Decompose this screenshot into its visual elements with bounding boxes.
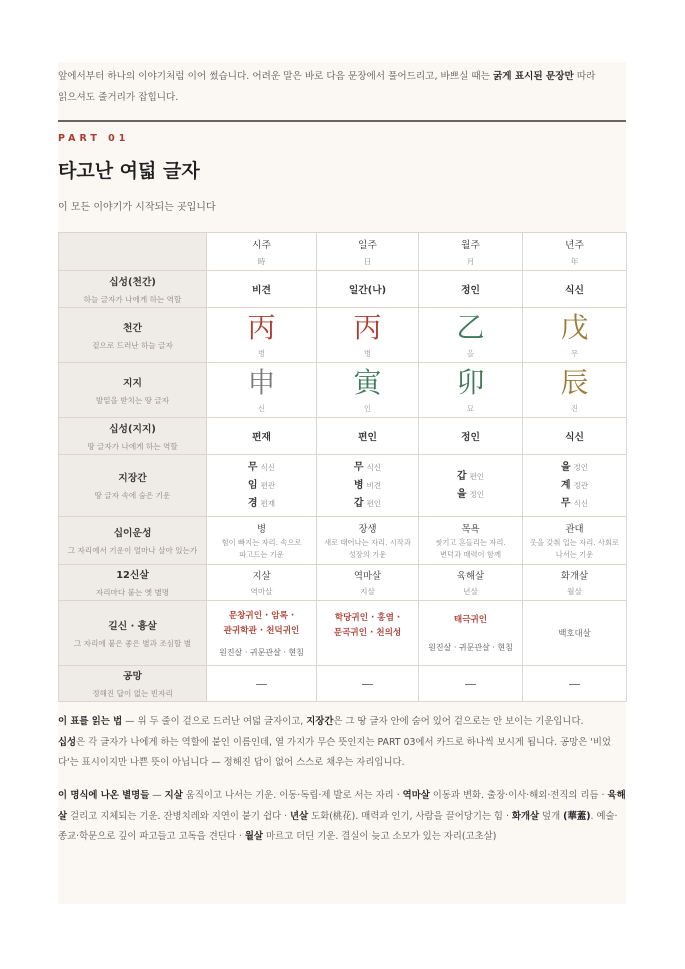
caution-stars: 백호대살	[558, 628, 591, 638]
header-corner	[59, 233, 207, 271]
branch-char: 卯	[456, 365, 485, 399]
col-header-nyeon: 년주 年	[523, 233, 627, 271]
stem-char: 丙	[353, 310, 382, 344]
hidden-stems-cell: 무 식신 임 편관 경 편재	[207, 455, 317, 517]
intro-line1-end: 따라	[573, 71, 596, 82]
cell-value: 식신	[523, 271, 627, 308]
hidden-stems-cell: 무 식신 병 비견 갑 편인	[317, 455, 419, 517]
section-subtitle: 이 모든 이야기가 시작되는 곳입니다	[58, 202, 216, 213]
section-title: 타고난 여덟 글자	[58, 160, 200, 182]
row-sipsung-ji	[59, 418, 627, 455]
branch-char: 寅	[353, 365, 382, 399]
stem-reading: 병	[257, 348, 266, 358]
caution-stars: 원진살 · 귀문관살 · 현침	[428, 643, 513, 652]
empty-value: —	[207, 666, 317, 702]
table-explanation: 이 표를 읽는 법 — 위 두 줄이 겉으로 드러난 여덟 글자이고, 지장간은 그 땅 글자 안에 숨어 있어 겉으로는 안 보이는 기운입니다. 십성은 각 글자가 나에게 하는 역할에 붙인 이름인데, 열 가지가 무슨 뜻인지는 PART 03에서 카드로 하나씩 보시게 됩니다. 공망은 '비었다'는 표시이지만 나쁜 뜻이 아닙니다 — 정해진 답이 없어 스스로 채우는 자리입니다.	[58, 716, 611, 768]
row-label: 십성(지지) 땅 글자가 나에게 하는 역할	[59, 418, 207, 455]
stem-cell	[419, 308, 523, 363]
branch-char: 申	[247, 365, 276, 399]
stem-cell	[317, 308, 419, 363]
row-label: 천간 겉으로 드러난 하늘 글자	[59, 308, 207, 363]
gilsin-cell	[523, 601, 627, 666]
cell-value: 일간(나)	[317, 271, 419, 308]
hidden-stems-cell: 갑 편인 을 정인	[419, 455, 523, 517]
branch-reading: 인	[363, 403, 372, 413]
good-stars: 문곡귀인 · 천의성	[333, 628, 402, 638]
row-label: 지장간 땅 글자 속에 숨은 기운	[59, 455, 207, 517]
col-header-si: 시주 時	[207, 233, 317, 271]
cell-value: 편인	[317, 418, 419, 455]
stem-char: 乙	[456, 310, 485, 344]
unsung-cell: 병 힘이 빠지는 자리. 속으로 파고드는 기운	[207, 517, 317, 565]
stem-reading: 을	[466, 348, 475, 358]
branch-cell	[317, 363, 419, 418]
row-label: 공망 정해진 답이 없는 빈자리	[59, 666, 207, 702]
sinsal-cell: 육해살 년살	[419, 565, 523, 601]
col-header-wol: 월주 月	[419, 233, 523, 271]
gilsin-cell	[317, 601, 419, 666]
branch-reading: 진	[570, 403, 579, 413]
intro-line2: 읽으셔도 줄거리가 잡힙니다.	[58, 92, 179, 103]
hidden-stems-cell: 을 정인 계 정관 무 식신	[523, 455, 627, 517]
gilsin-cell	[207, 601, 317, 666]
row-jiji	[59, 363, 627, 418]
branch-cell	[419, 363, 523, 418]
sinsal-explanation: 이 명식에 나온 별명들 — 지살 움직이고 나서는 기운. 이동·독립·제 발로 서는 자리 · 역마살 이동과 변화. 출장·이사·해외·전직의 리듬 · 육해살 걸리고 지체되는 기운. 잔병치레와 지연이 붙기 쉽다 · 년살 도화(桃花). 매력과 인기, 사람을 끌어당기는 힘 · 화개살 덮개 (華蓋). 예술·종교·학문으로 깊이 파고들고 고독을 견딘다 · 월살 마르고 더딘 기운. 결실이 늦고 소모가 있는 자리(고초살)	[58, 790, 626, 842]
row-cheongan	[59, 308, 627, 363]
row-gilsin	[59, 601, 627, 666]
row-jijanggan	[59, 455, 627, 517]
row-sinsal	[59, 565, 627, 601]
intro-line1: 앞에서부터 하나의 이야기처럼 이어 썼습니다. 어려운 말은 바로 다음 문장에서 풀어드리고, 바쁘실 때는	[58, 71, 493, 82]
stem-reading: 병	[363, 348, 372, 358]
row-label: 십성(천간) 하늘 글자가 나에게 하는 역할	[59, 271, 207, 308]
cell-value: 정인	[419, 418, 523, 455]
stem-cell	[207, 308, 317, 363]
caution-stars: 원진살 · 귀문관살 · 현침	[219, 647, 304, 657]
branch-cell	[207, 363, 317, 418]
empty-value: —	[317, 666, 419, 702]
stem-char: 戊	[560, 310, 589, 344]
col-header-il: 일주 日	[317, 233, 419, 271]
row-label: 십이운성 그 자리에서 기운이 얼마나 살아 있는가	[59, 517, 207, 565]
cell-value: 식신	[523, 418, 627, 455]
unsung-cell: 관대 옷을 갖춰 입는 자리. 사회로 나서는 기운	[523, 517, 627, 565]
section-divider	[58, 120, 626, 122]
empty-value: —	[419, 666, 523, 702]
intro-text	[58, 66, 626, 108]
gilsin-cell	[419, 601, 523, 666]
good-stars: 학당귀인 · 홍염 ·	[334, 613, 401, 623]
cell-value: 정인	[419, 271, 523, 308]
branch-cell	[523, 363, 627, 418]
good-stars: 문창귀인 · 암록 ·	[228, 610, 295, 621]
intro-bold: 굵게 표시된 문장만	[492, 71, 574, 82]
branch-reading: 신	[257, 403, 266, 413]
sinsal-cell: 화개살 월살	[523, 565, 627, 601]
stem-cell	[523, 308, 627, 363]
branch-char: 辰	[560, 365, 589, 399]
stem-reading: 무	[570, 348, 579, 358]
cell-value: 편재	[207, 418, 317, 455]
good-stars: 태극귀인	[453, 615, 488, 625]
row-unsung	[59, 517, 627, 565]
unsung-cell: 장생 새로 태어나는 자리. 시작과 성장의 기운	[317, 517, 419, 565]
unsung-cell: 목욕 씻기고 흔들리는 자리. 변덕과 매력이 함께	[419, 517, 523, 565]
sinsal-cell: 지살 역마살	[207, 565, 317, 601]
document-page	[58, 62, 626, 904]
branch-reading: 묘	[466, 403, 475, 413]
header-row	[59, 233, 627, 271]
stem-char: 丙	[247, 310, 276, 344]
good-stars: 관귀학관 · 천덕귀인	[223, 625, 300, 636]
part-label: PART 01	[58, 133, 130, 144]
empty-value: —	[523, 666, 627, 702]
cell-value: 비견	[207, 271, 317, 308]
row-sipsung-gan	[59, 271, 627, 308]
sinsal-cell: 역마살 지살	[317, 565, 419, 601]
row-label: 길신 · 흉살 그 자리에 붙은 좋은 별과 조심할 별	[59, 601, 207, 666]
row-gongmang	[59, 666, 627, 702]
row-label: 지지 발밑을 받치는 땅 글자	[59, 363, 207, 418]
row-label: 12신살 자리마다 붙는 옛 별명	[59, 565, 207, 601]
saju-table	[58, 232, 627, 702]
